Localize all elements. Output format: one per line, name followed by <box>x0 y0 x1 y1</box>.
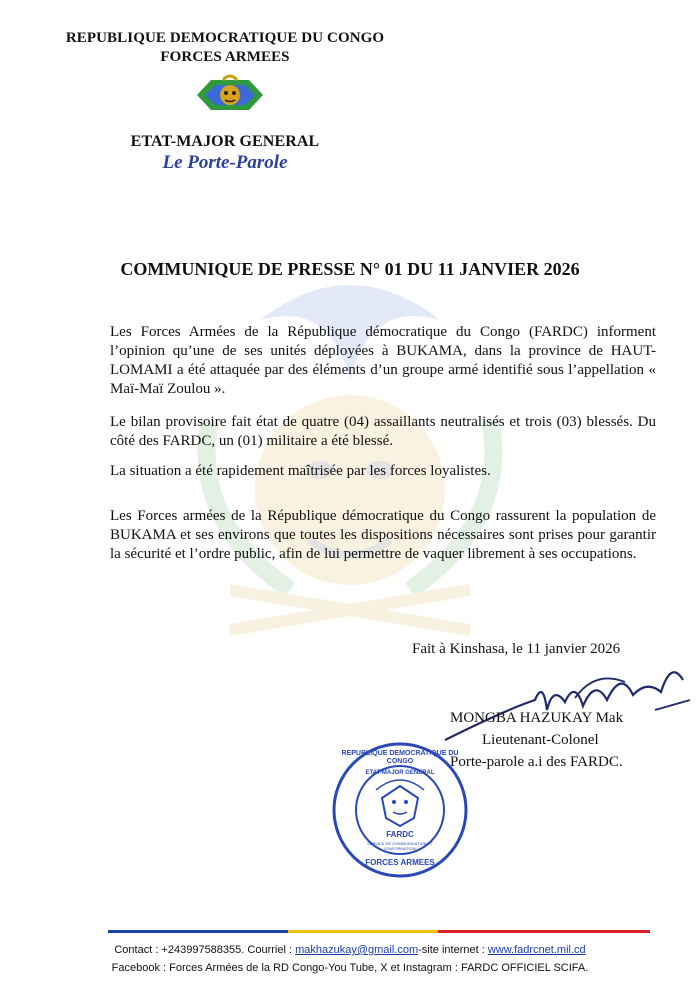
stamp-outer-text: REPUBLIQUE DEMOCRATIQUE DU CONGO <box>341 750 459 765</box>
signatory-position: Porte-parole a.i des FARDC. <box>450 754 623 770</box>
official-stamp <box>330 740 470 880</box>
paragraph-3: La situation a été rapidement maîtrisée par les forces loyalistes. <box>110 463 491 479</box>
forces-name: FORCES ARMEES <box>160 49 290 65</box>
footer-bar-yellow <box>288 930 438 933</box>
contact-text: Contact : +243997588355. Courriel : <box>114 944 296 956</box>
signatory-rank: Lieutenant-Colonel <box>482 732 599 748</box>
paragraph-2: Le bilan provisoire fait état de quatre (04) assaillants neutralisés et trois (03) blessés. Du côté des FARDC, un (01) militaire a été blessé. <box>110 414 656 449</box>
footer-social: Facebook : Forces Armées de la RD Congo-You Tube, X et Instagram : FARDC OFFICIEL SCIFA. <box>111 962 589 974</box>
place-date: Fait à Kinshasa, le 11 janvier 2026 <box>412 641 621 657</box>
footer-bar-red <box>438 930 650 933</box>
stamp-center: FARDC <box>386 830 414 839</box>
emblem-watermark <box>170 260 530 660</box>
signatory-name: MONGBA HAZUKAY Mak <box>450 710 624 726</box>
site-label: -site internet : <box>418 944 488 956</box>
stamp-inner-text: ETAT-MAJOR GENERAL <box>365 770 435 776</box>
stamp-service: SERVICE DE COMMUNICATION ET D'INFORMATION <box>367 841 433 851</box>
website-link[interactable]: www.fadrcnet.mil.cd <box>487 944 586 956</box>
paragraph-4: Les Forces armées de la République démocratique du Congo rassurent la population de BUKAMA et ses environs que toutes les dispositions nécessaires sont prises pour garantir la sécurité et l’ordre public, afin de lui permettre de vaquer librement à ses occupations. <box>110 508 656 562</box>
staff-title: ETAT-MAJOR GENERAL <box>130 133 320 150</box>
fardc-emblem <box>193 74 267 116</box>
role-title: Le Porte-Parole <box>162 152 288 173</box>
country-name: REPUBLIQUE DEMOCRATIQUE DU CONGO <box>65 30 385 46</box>
paragraph-1: Les Forces Armées de la République démocratique du Congo (FARDC) informent l’opinion qu’une de ses unités déployées à BUKAMA, dans la province de HAUT-LOMAMI a été attaquée par des éléments d’un groupe armé identifié sous l’appellation « Maï-Maï Zoulou ». <box>110 324 656 397</box>
footer-contact <box>0 944 700 956</box>
stamp-bottom-text: FORCES ARMEES <box>365 858 435 867</box>
email-link[interactable]: makhazukay@gmail.com <box>295 944 419 956</box>
communique-title: COMMUNIQUE DE PRESSE N° 01 DU 11 JANVIER 2026 <box>120 259 580 279</box>
footer-bar-blue <box>108 930 288 933</box>
